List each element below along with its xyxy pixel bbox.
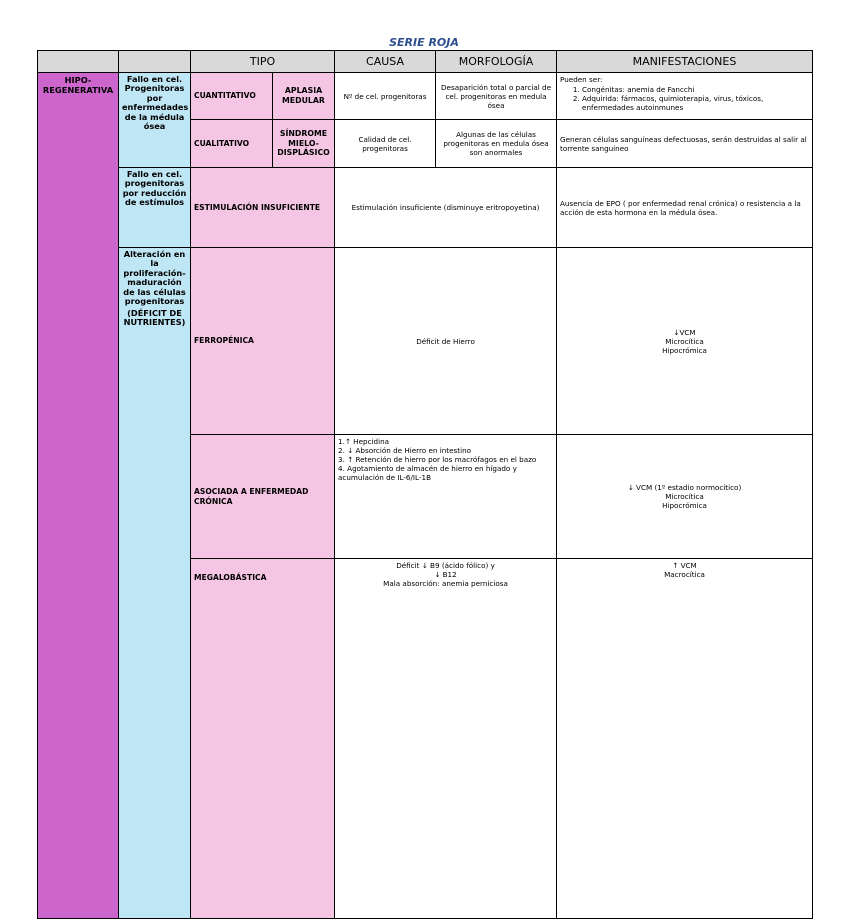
serie-roja-table [37,50,813,919]
morfo-enfermedad-cronica [557,435,813,559]
tipo-estimulacion-insuficiente: ESTIMULACIÓN INSUFICIENTE [191,168,335,248]
list-item: 2. Adquirida: fármacos, quimioterapia, virus, tóxicos, enfermedades autoinmunes [582,94,809,112]
sub-aplasia-medular: APLASIA MEDULAR [273,73,335,120]
causa-line: Mala absorción: anemia perniciosa [383,579,508,588]
header-causa: CAUSA [335,51,436,73]
tipo-cualitativo: CUALITATIVO [191,120,273,168]
row-estimulacion [38,168,813,248]
sub-sindrome-mielodisplasico: SÍNDROME MIELO-DISPLÁSICO [273,120,335,168]
header-row [38,51,813,73]
manif-mielodisplasico: Generan células sanguíneas defectuosas, serán destruidas al salir al torrente sanguíneo [557,120,813,168]
manif-estimulacion: Ausencia de EPO ( por enfermedad renal crónica) o resistencia a la acción de esta hormona en la médula ósea. [557,168,813,248]
causa-mielodisplasico: Calidad de cel. progenitoras [335,120,436,168]
page-title: SERIE ROJA [389,36,459,49]
hipo-regenerativa-cell: HIPO-REGENERATIVA [38,73,119,919]
morfo-line: ↓ VCM (1º estadio normocítico) [627,483,742,492]
manif-aplasia-list [560,85,809,112]
causa-megaloblastica [335,559,557,919]
causa-estimulacion: Estimulación insuficiente (disminuye eritropoyetina) [335,168,557,248]
morfo-line: Microcítica [665,336,704,346]
header-empty-2 [119,51,191,73]
morfo-line: Microcítica [665,492,704,501]
header-morfologia: MORFOLOGÍA [436,51,557,73]
header-manifestaciones: MANIFESTACIONES [557,51,813,73]
group-deficit-sub: (DÉFICIT DE NUTRIENTES) [123,307,186,327]
tipo-ferropenica: FERROPÉNICA [191,248,335,435]
tipo-megaloblastica: MEGALOBÁSTICA [191,559,335,919]
causa-line: 3. ↑ Retención de hierro por los macrófagos en el bazo [338,455,537,464]
morfo-line: Hipocrómica [662,501,707,510]
causa-aplasia: Nº de cel. progenitoras [335,73,436,120]
row-ferropenica [38,248,813,435]
morfo-ferropenica [557,248,813,435]
morfo-aplasia: Desaparición total o parcial de cel. progenitoras en medula ósea [436,73,557,120]
header-empty-1 [38,51,119,73]
header-tipo: TIPO [191,51,335,73]
group-deficit-label: Alteración en la proliferación-maduración de las células progenitoras [123,249,186,307]
causa-line: 1.↑ Hepcidina [338,437,390,446]
row-aplasia [38,73,813,120]
morfo-line: Macrocítica [664,570,705,579]
causa-line: ↓ B12 [434,570,457,579]
manif-aplasia-intro: Pueden ser: [560,75,603,84]
morfo-mielodisplasico: Algunas de las células progenitoras en medula ósea son anormales [436,120,557,168]
causa-line: 2. ↓ Absorción de Hierro en intestino [338,446,472,455]
causa-line: Déficit ↓ B9 (ácido fólico) y [396,561,495,570]
morfo-line: Hipocrómica [662,345,707,355]
morfo-line: ↑ VCM [672,561,697,570]
causa-line: 4. Agotamiento de almacén de hierro en hígado y acumulación de IL-6/IL-1B [338,464,517,482]
causa-enfermedad-cronica [335,435,557,559]
group-deficit-nutrientes [119,248,191,919]
group-reduccion-estimulos: Fallo en cel. progenitoras por reducción de estímulos [119,168,191,248]
morfo-megaloblastica [557,559,813,919]
tipo-enfermedad-cronica: ASOCIADA A ENFERMEDAD CRÓNICA [191,435,335,559]
list-item: 1. Congénitas: anemia de Fancchi [582,85,809,94]
causa-ferropenica: Déficit de Hierro [335,248,557,435]
morfo-line: ↓VCM [673,327,696,337]
manif-aplasia [557,73,813,120]
tipo-cuantitativo: CUANTITATIVO [191,73,273,120]
group-medula-osea: Fallo en cel. Progenitoras por enfermedades de la médula ósea [119,73,191,168]
